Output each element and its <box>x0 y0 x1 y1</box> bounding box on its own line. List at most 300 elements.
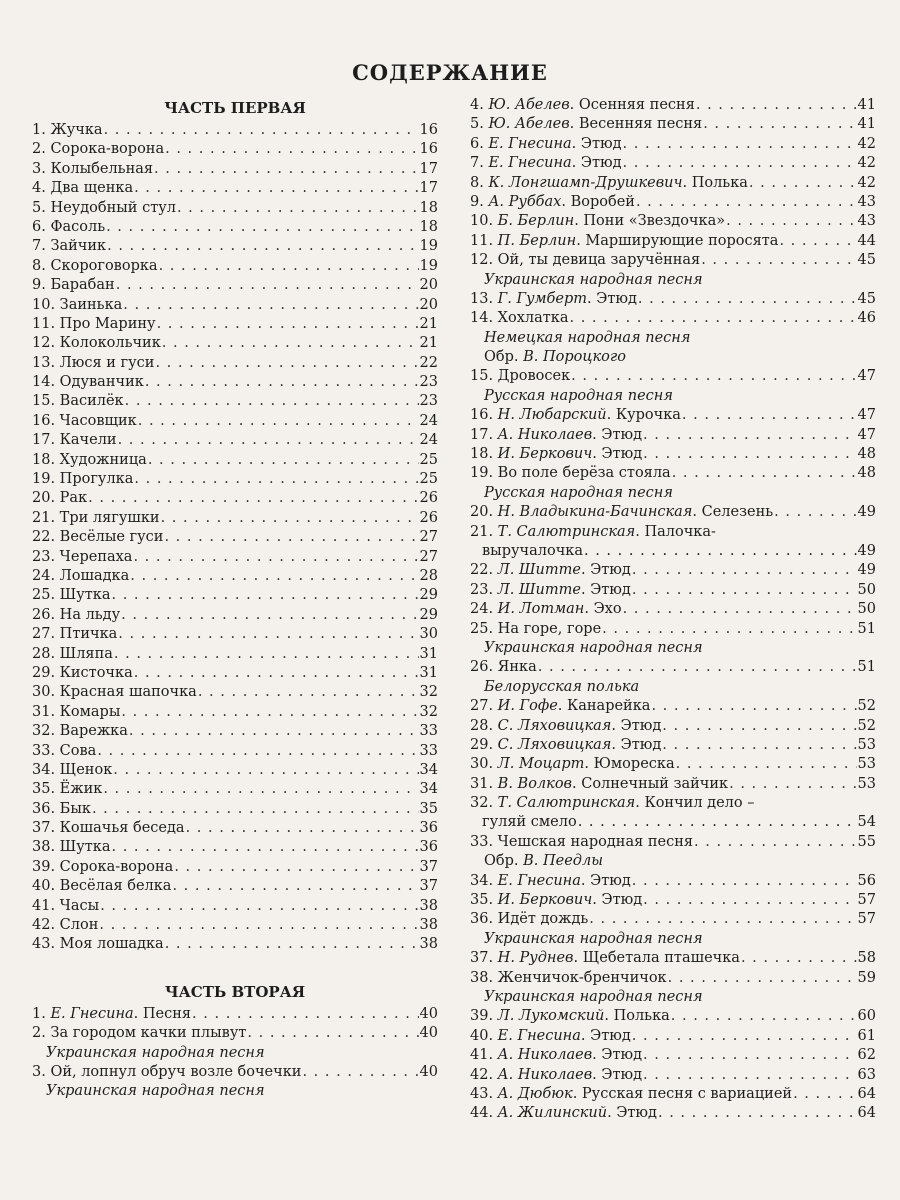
dot-leader <box>192 1005 419 1024</box>
toc-entry <box>470 96 876 115</box>
toc-entry <box>470 212 876 231</box>
dot-leader <box>623 600 857 619</box>
toc-entry <box>470 367 876 386</box>
entry-page-number: 45 <box>857 252 876 269</box>
entry-page-number: 52 <box>857 698 876 715</box>
dot-leader <box>165 140 418 159</box>
entry-page-number: 55 <box>857 833 876 850</box>
toc-entry <box>32 160 438 179</box>
entry-composer: Е. Гнесина <box>497 1027 581 1044</box>
entry-page-number: 60 <box>857 1008 876 1025</box>
dot-leader <box>570 309 857 328</box>
entry-page-number: 36 <box>419 839 438 856</box>
toc-entry <box>470 154 876 173</box>
dot-leader <box>99 916 418 935</box>
entry-title: 2. За городом качки плывут <box>32 1025 247 1042</box>
dot-leader <box>726 212 856 231</box>
entry-title: 27. И. Гофе. Канарейка <box>470 698 651 715</box>
toc-entry <box>470 561 876 580</box>
toc-entry <box>32 877 438 896</box>
entry-composer: Л. Моцарт <box>497 756 585 773</box>
entry-page-number: 49 <box>857 542 876 559</box>
entry-title: 43. А. Дюбюк. Русская песня с вариацией <box>470 1085 793 1102</box>
entry-page-number: 63 <box>857 1066 876 1083</box>
entry-page-number: 20 <box>419 277 438 294</box>
dot-leader <box>589 910 856 929</box>
dot-leader <box>632 581 857 600</box>
toc-entry <box>470 1104 876 1123</box>
entry-page-number: 48 <box>857 465 876 482</box>
entry-page-number: 53 <box>857 756 876 773</box>
entry-page-number: 29 <box>419 587 438 604</box>
entry-page-number: 21 <box>419 335 438 352</box>
toc-entry <box>470 135 876 154</box>
entry-composer: П. Берлин <box>497 232 577 249</box>
toc-entry <box>32 1063 438 1082</box>
entry-composer: Т. Салютринская <box>497 795 636 812</box>
entry-page-number: 50 <box>857 581 876 598</box>
arranger-name: В. Пеедлы <box>523 853 604 870</box>
dot-leader <box>703 115 856 134</box>
toc-entry <box>32 431 438 450</box>
entry-title: 4. Ю. Абелев. Осенняя песня <box>470 97 695 113</box>
entry-page-number: 32 <box>419 684 438 701</box>
entry-title: 27. Птичка <box>32 626 118 643</box>
entry-composer: И. Гофе <box>497 698 558 715</box>
dot-leader <box>643 1046 857 1065</box>
entry-title: 32. Т. Салютринская. Кончил дело – <box>470 795 755 812</box>
toc-entry <box>32 935 438 954</box>
toc-entry <box>470 193 876 212</box>
entry-title: 39. Л. Лукомский. Полька <box>470 1008 670 1025</box>
toc-entry <box>32 664 438 683</box>
dot-leader <box>538 658 857 677</box>
entry-page-number: 17 <box>419 160 438 177</box>
entry-page-number: 48 <box>857 446 876 463</box>
entry-page-number: 45 <box>857 290 876 307</box>
entry-title: 1. Жучка <box>32 122 103 138</box>
dot-leader <box>121 606 418 625</box>
entry-title: 33. Сова <box>32 742 97 759</box>
dot-leader <box>623 135 857 154</box>
entry-title-continuation: гуляй смело <box>482 814 577 831</box>
entry-title: 41. А. Николаев. Этюд <box>470 1047 643 1064</box>
dot-leader <box>779 232 856 251</box>
entry-arrangement: Обр. В. Пеедлы <box>484 853 604 870</box>
entry-title: 22. Л. Шитте. Этюд <box>470 562 631 579</box>
entry-title: 19. Во поле берёза стояла <box>470 465 671 482</box>
dot-leader <box>643 891 856 910</box>
entry-title: 14. Хохлатка <box>470 310 569 327</box>
entry-page-number: 47 <box>857 368 876 385</box>
entry-title: 17. А. Николаев. Этюд <box>470 426 643 443</box>
dot-leader <box>165 935 419 954</box>
dot-leader <box>701 251 856 270</box>
entry-page-number: 40 <box>419 1025 438 1042</box>
toc-entry <box>32 218 438 237</box>
dot-leader <box>157 315 419 334</box>
dot-leader <box>100 897 418 916</box>
entry-title: 2. Сорока-ворона <box>32 141 165 158</box>
dot-leader <box>186 819 419 838</box>
entry-title: 34. Щенок <box>32 761 113 778</box>
entry-title: 10. Заинька <box>32 296 123 313</box>
dot-leader <box>121 703 418 722</box>
entry-subtitle: Белорусская полька <box>484 678 640 695</box>
entry-page-number: 35 <box>419 800 438 817</box>
dot-leader <box>662 736 856 755</box>
entry-page-number: 33 <box>419 742 438 759</box>
entry-page-number: 20 <box>419 296 438 313</box>
entry-title: 33. Чешская народная песня <box>470 833 694 850</box>
entry-title: 44. А. Жилинский. Этюд <box>470 1105 657 1122</box>
dot-leader <box>114 645 419 664</box>
entry-subtitle: Украинская народная песня <box>484 930 703 947</box>
dot-leader <box>694 833 857 852</box>
entry-title: 17. Качели <box>32 432 117 449</box>
part-two-heading: ЧАСТЬ ВТОРАЯ <box>164 982 306 1001</box>
entry-title: 36. Бык <box>32 800 91 817</box>
entry-title: 40. Е. Гнесина. Этюд <box>470 1027 631 1044</box>
entry-page-number: 24 <box>419 412 438 429</box>
entry-composer: Н. Руднев <box>497 950 574 967</box>
dot-leader <box>113 761 418 780</box>
toc-entry <box>470 717 876 736</box>
dot-leader <box>793 1085 856 1104</box>
entry-page-number: 18 <box>419 218 438 235</box>
entry-title: 20. Рак <box>32 490 88 507</box>
entry-title: 13. Люся и гуси <box>32 354 155 371</box>
entry-subtitle: Украинская народная песня <box>484 639 703 656</box>
dot-leader <box>159 257 419 276</box>
toc-entry <box>32 722 438 741</box>
entry-page-number: 16 <box>419 122 438 138</box>
toc-entry <box>32 819 438 838</box>
entry-title: 7. Е. Гнесина. Этюд <box>470 155 622 172</box>
dot-leader <box>247 1024 418 1043</box>
entry-page-number: 23 <box>419 393 438 410</box>
dot-leader <box>643 1066 857 1085</box>
toc-entry <box>32 897 438 916</box>
entry-title: 3. Колыбельная <box>32 160 154 177</box>
entry-title: 11. Про Марину <box>32 315 156 332</box>
entry-page-number: 42 <box>857 174 876 191</box>
entry-title: 18. Художница <box>32 451 147 468</box>
entry-page-number: 50 <box>857 601 876 618</box>
toc-entry <box>470 658 876 677</box>
entry-composer: И. Беркович <box>497 446 593 463</box>
entry-title: 12. Колокольчик <box>32 335 161 352</box>
dot-leader <box>118 431 419 450</box>
entry-page-number: 49 <box>857 504 876 521</box>
dot-leader <box>643 426 857 445</box>
entry-title: 28. С. Ляховицкая. Этюд <box>470 717 662 734</box>
part-one-heading: ЧАСТЬ ПЕРВАЯ <box>164 99 306 117</box>
entry-title: 12. Ой, ты девица заручённая <box>470 252 701 269</box>
toc-entry <box>32 257 438 276</box>
toc-entry <box>470 174 876 193</box>
entry-title: 35. Ёжик <box>32 781 103 798</box>
dot-leader <box>696 96 857 115</box>
toc-entry <box>32 1005 438 1024</box>
entry-page-number: 49 <box>857 562 876 579</box>
part-one-list <box>32 121 438 955</box>
entry-title: 42. Слон <box>32 917 99 934</box>
toc-entry <box>32 412 438 431</box>
entry-page-number: 36 <box>419 820 438 837</box>
entry-subtitle: Украинская народная песня <box>484 271 703 288</box>
dot-leader <box>729 775 856 794</box>
entry-page-number: 27 <box>419 529 438 546</box>
toc-entry <box>470 891 876 910</box>
entry-title: 15. Дровосек <box>470 368 571 385</box>
dot-leader <box>623 154 857 173</box>
entry-subtitle: Русская народная песня <box>484 387 673 404</box>
entry-page-number: 37 <box>419 878 438 895</box>
dot-leader <box>162 334 419 353</box>
entry-page-number: 42 <box>857 135 876 152</box>
toc-entry <box>32 703 438 722</box>
toc-entry <box>32 373 438 392</box>
entry-page-number: 32 <box>419 703 438 720</box>
entry-page-number: 25 <box>419 451 438 468</box>
entry-page-number: 19 <box>419 257 438 274</box>
toc-right-column <box>470 96 876 1124</box>
toc-entry <box>32 800 438 819</box>
entry-page-number: 25 <box>419 471 438 488</box>
dot-leader <box>638 290 857 309</box>
entry-page-number: 18 <box>419 199 438 216</box>
entry-title: 23. Л. Шитте. Этюд <box>470 581 631 598</box>
toc-entry <box>32 742 438 761</box>
entry-page-number: 34 <box>419 781 438 798</box>
entry-composer: Е. Гнесина <box>497 872 581 889</box>
dot-leader <box>161 509 419 528</box>
toc-entry <box>470 1046 876 1065</box>
entry-title: 5. Неудобный стул <box>32 199 176 216</box>
entry-title: 40. Весёлая белка <box>32 878 172 895</box>
entry-title: 28. Шляпа <box>32 645 113 662</box>
entry-composer: А. Руббах <box>488 193 562 210</box>
dot-leader <box>671 1007 857 1026</box>
entry-page-number: 46 <box>857 310 876 327</box>
entry-composer: А. Дюбюк <box>497 1085 573 1102</box>
dot-leader <box>651 697 856 716</box>
toc-entry <box>32 528 438 547</box>
entry-page-number: 58 <box>857 950 876 967</box>
entry-title: 18. И. Беркович. Этюд <box>470 446 643 463</box>
entry-page-number: 26 <box>419 490 438 507</box>
toc-entry <box>470 949 876 968</box>
toc-entry <box>32 315 438 334</box>
entry-subtitle: Немецкая народная песня <box>484 329 691 346</box>
dot-leader <box>134 470 418 489</box>
entry-title: 3. Ой, лопнул обруч возле бочечки <box>32 1063 302 1080</box>
entry-page-number: 44 <box>857 232 876 249</box>
entry-composer: С. Ляховицкая <box>497 736 612 753</box>
entry-page-number: 22 <box>419 354 438 371</box>
toc-entry <box>32 489 438 508</box>
toc-entry <box>32 296 438 315</box>
part-two-list-continued <box>470 96 876 1124</box>
entry-page-number: 53 <box>857 775 876 792</box>
toc-entry <box>32 121 438 140</box>
entry-page-number: 53 <box>857 736 876 753</box>
entry-title: 21. Три лягушки <box>32 509 160 526</box>
entry-page-number: 47 <box>857 407 876 424</box>
dot-leader <box>668 969 857 988</box>
entry-page-number: 64 <box>857 1085 876 1102</box>
toc-entry <box>470 1027 876 1046</box>
entry-page-number: 16 <box>419 141 438 158</box>
entry-continuation <box>470 542 876 561</box>
dot-leader <box>636 193 857 212</box>
dot-leader <box>97 742 418 761</box>
toc-entry <box>32 916 438 935</box>
toc-entry <box>470 309 876 328</box>
entry-page-number: 31 <box>419 645 438 662</box>
entry-title: 9. А. Руббах. Воробей <box>470 193 635 210</box>
entry-subtitle: Украинская народная песня <box>46 1044 265 1061</box>
entry-page-number: 30 <box>419 626 438 643</box>
toc-entry <box>470 969 876 988</box>
dot-leader <box>571 367 856 386</box>
toc-entry <box>470 600 876 619</box>
entry-composer: Е. Гнесина <box>50 1005 134 1022</box>
toc-entry <box>470 833 876 852</box>
toc-entry <box>32 838 438 857</box>
toc-entry <box>470 1085 876 1104</box>
dot-leader <box>134 664 419 683</box>
entry-page-number: 33 <box>419 723 438 740</box>
entry-composer: А. Николаев <box>497 1066 593 1083</box>
dot-leader <box>125 392 419 411</box>
toc-entry <box>470 290 876 309</box>
entry-title: 38. Женчичок-бренчичок <box>470 969 667 986</box>
entry-title: 6. Е. Гнесина. Этюд <box>470 135 622 152</box>
entry-page-number: 38 <box>419 936 438 953</box>
entry-page-number: 40 <box>419 1063 438 1080</box>
dot-leader <box>749 174 857 193</box>
dot-leader <box>103 780 418 799</box>
entry-page-number: 23 <box>419 374 438 391</box>
entry-page-number: 41 <box>857 97 876 113</box>
entry-title: 11. П. Берлин. Марширующие поросята <box>470 232 779 249</box>
entry-composer: Л. Шитте <box>497 581 581 598</box>
dot-leader <box>676 755 857 774</box>
toc-entry <box>470 1007 876 1026</box>
toc-entry <box>470 251 876 270</box>
toc-entry <box>470 503 876 522</box>
dot-leader <box>134 179 418 198</box>
entry-page-number: 56 <box>857 872 876 889</box>
dot-leader <box>643 445 856 464</box>
dot-leader <box>123 296 418 315</box>
dot-leader <box>106 218 418 237</box>
toc-entry <box>32 780 438 799</box>
entry-composer: В. Волков <box>497 775 572 792</box>
entry-composer: А. Николаев <box>497 426 593 443</box>
entry-title-continuation: выручалочка <box>482 542 583 559</box>
entry-page-number: 28 <box>419 567 438 584</box>
entry-composer: Н. Любарский <box>497 407 607 424</box>
entry-title: 34. Е. Гнесина. Этюд <box>470 872 631 889</box>
dot-leader <box>672 464 857 483</box>
dot-leader <box>107 237 418 256</box>
entry-title: 15. Василёк <box>32 393 124 410</box>
entry-composer: Е. Гнесина <box>488 135 572 152</box>
dot-leader <box>741 949 857 968</box>
toc-entry <box>470 755 876 774</box>
entry-title: 1. Е. Гнесина. Песня <box>32 1005 192 1022</box>
entry-subtitle: Украинская народная песня <box>46 1083 265 1100</box>
entry-composer: Н. Владыкина-Бачинская <box>497 504 693 521</box>
entry-title: 16. Часовщик <box>32 412 137 429</box>
entry-title: 13. Г. Гумберт. Этюд <box>470 290 637 307</box>
page-title: СОДЕРЖАНИЕ <box>352 60 548 85</box>
toc-entry <box>470 910 876 929</box>
toc-entry <box>32 276 438 295</box>
toc-entry <box>32 606 438 625</box>
entry-title: 26. На льду <box>32 606 121 623</box>
dot-leader <box>154 160 419 179</box>
entry-page-number: 19 <box>419 238 438 255</box>
toc-entry <box>32 140 438 159</box>
dot-leader <box>111 838 418 857</box>
toc-entry <box>470 232 876 251</box>
toc-entry <box>470 426 876 445</box>
toc-entry <box>32 567 438 586</box>
entry-page-number: 42 <box>857 155 876 172</box>
entry-composer: А. Николаев <box>497 1047 593 1064</box>
entry-composer: Л. Лукомский <box>497 1008 605 1025</box>
entry-composer: И. Беркович <box>497 892 593 909</box>
toc-entry <box>470 697 876 716</box>
toc-entry <box>470 523 876 542</box>
entry-page-number: 51 <box>857 620 876 637</box>
toc-entry <box>32 509 438 528</box>
entry-title: 9. Барабан <box>32 277 115 294</box>
entry-title: 30. Л. Моцарт. Юмореска <box>470 756 675 773</box>
entry-title: 29. С. Ляховицкая. Этюд <box>470 736 662 753</box>
toc-entry <box>470 464 876 483</box>
toc-left-column <box>32 96 438 1102</box>
entry-title: 26. Янка <box>470 659 537 676</box>
entry-title: 24. Лошадка <box>32 567 130 584</box>
dot-leader <box>155 354 418 373</box>
entry-page-number: 24 <box>419 432 438 449</box>
dot-leader <box>632 872 857 891</box>
dot-leader <box>88 489 418 508</box>
entry-page-number: 31 <box>419 664 438 681</box>
entry-title: 20. Н. Владыкина-Бачинская. Селезень <box>470 504 774 521</box>
entry-title: 35. И. Беркович. Этюд <box>470 892 643 909</box>
dot-leader <box>118 625 418 644</box>
entry-page-number: 57 <box>857 892 876 909</box>
entry-title: 5. Ю. Абелев. Весенняя песня <box>470 116 703 133</box>
entry-page-number: 57 <box>857 911 876 928</box>
dot-leader <box>148 451 419 470</box>
entry-page-number: 26 <box>419 509 438 526</box>
entry-title: 24. И. Лотман. Эхо <box>470 601 622 618</box>
dot-leader <box>92 800 419 819</box>
dot-leader <box>632 561 857 580</box>
entry-title: 36. Идёт дождь <box>470 911 589 928</box>
toc-entry <box>32 1024 438 1043</box>
entry-composer: Е. Гнесина <box>488 155 572 172</box>
entry-page-number: 40 <box>419 1005 438 1022</box>
dot-leader <box>129 722 419 741</box>
